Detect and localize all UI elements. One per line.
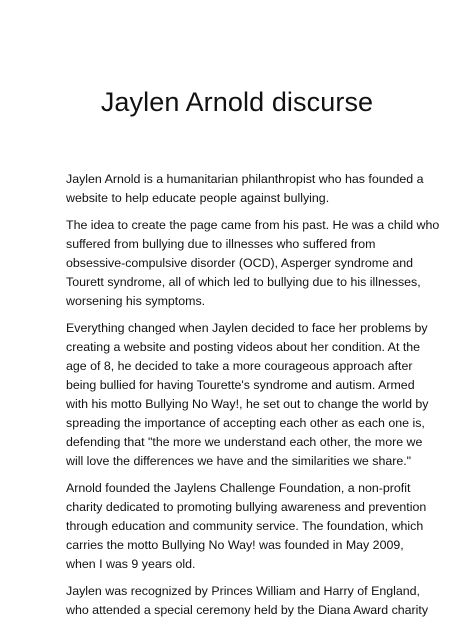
paragraph-1 [66,170,424,208]
paragraph-line: Arnold founded the Jaylens Challenge Foundation, a non-profit [66,481,411,495]
paragraph-3 [66,319,429,471]
document-title: Jaylen Arnold discurse [100,87,374,117]
paragraph-line: through education and community service. The foundation, which [66,519,424,533]
paragraph-line: defending that "the more we understand each other, the more we [66,435,423,449]
paragraph-line: with his motto Bullying No Way!, he set out to change the world by [66,397,429,411]
paragraph-line: obsessive-compulsive disorder (OCD), Asperger syndrome and [66,256,414,270]
paragraph-line: suffered from bullying due to illnesses who suffered from [66,237,376,251]
paragraph-line: Jaylen was recognized by Princes William and Harry of England, [66,584,420,598]
paragraph-line: carries the motto Bullying No Way! was founded in May 2009, [66,538,404,552]
paragraph-line: who attended a special ceremony held by the Diana Award charity [66,603,429,617]
paragraph-line: being bullied for having Tourette's syndrome and autism. Armed [66,378,415,392]
paragraph-line: Jaylen Arnold is a humanitarian philanthropist who has founded a [66,172,424,186]
paragraph-line: creating a website and posting videos about her condition. At the [66,340,421,354]
paragraph-line: The idea to create the page came from his past. He was a child who [66,218,440,232]
paragraph-2 [66,216,440,311]
paragraph-line: when I was 9 years old. [66,557,196,571]
paragraph-line: charity dedicated to promoting bullying awareness and prevention [66,500,427,514]
paragraph-line: Tourett syndrome, all of which led to bullying due to his illnesses, [66,275,421,289]
paragraph-5 [66,582,429,620]
paragraph-4 [66,479,427,574]
document-body [66,170,440,628]
paragraph-line: will love the differences we have and the similarities we share." [66,454,412,468]
paragraph-line: Everything changed when Jaylen decided to face her problems by [66,321,428,335]
paragraph-line: age of 8, he decided to take a more courageous approach after [66,359,413,373]
paragraph-line: website to help educate people against bullying. [66,191,330,205]
paragraph-line: worsening his symptoms. [66,294,206,308]
paragraph-line: spreading the importance of accepting each other as each one is, [66,416,425,430]
